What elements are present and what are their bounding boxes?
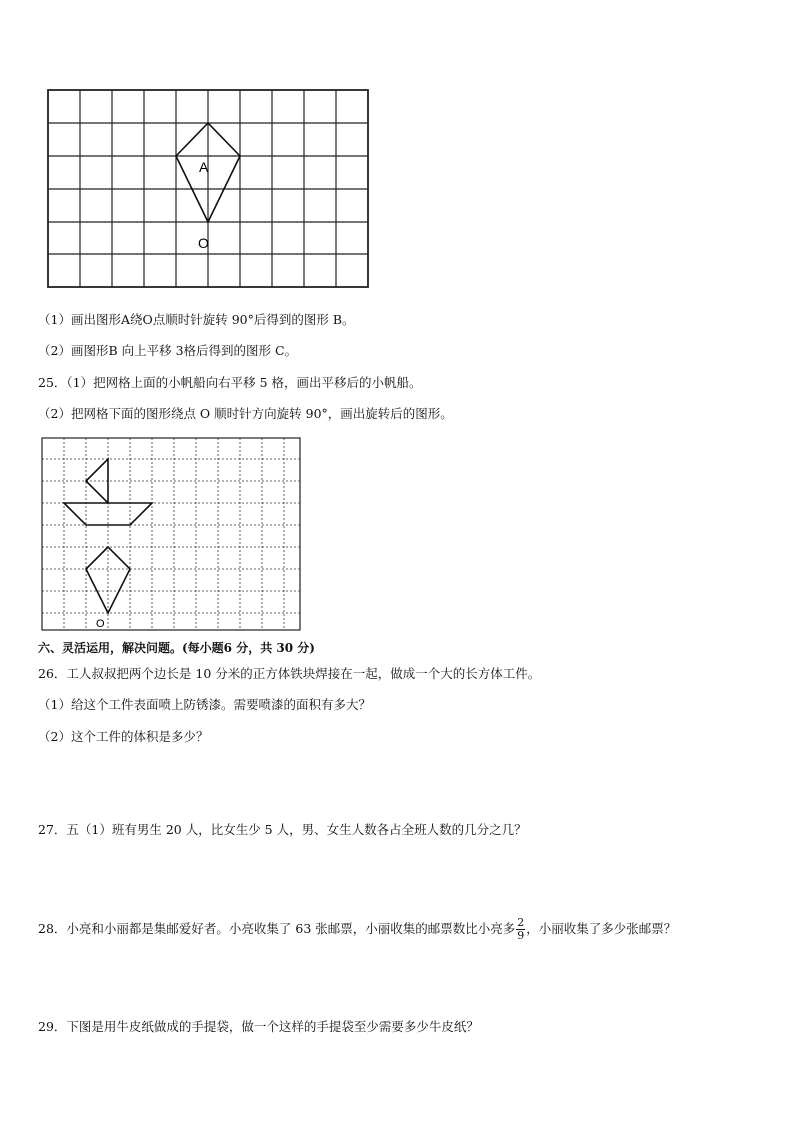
section6-heading: 六、灵活运用，解决问题。(每小题6 分，共 30 分) <box>38 641 315 655</box>
q28-text-before: 28．小亮和小丽都是集邮爱好者。小亮收集了 63 张邮票，小丽收集的邮票数比小亮多 <box>38 921 516 936</box>
translation-grid-figure <box>38 434 304 634</box>
q25-part1: 25．（1）把网格上面的小帆船向右平移 5 格，画出平移后的小帆船。 <box>38 375 422 390</box>
q26-part2: （2）这个工件的体积是多少？ <box>38 729 209 744</box>
label-a: A <box>199 159 209 175</box>
q28-fraction-numerator: 2 <box>517 916 525 929</box>
q27-text: 27．五（1）班有男生 20 人，比女生少 5 人，男、女生人数各占全班人数的几分之几？ <box>38 822 527 837</box>
rotation-grid-figure <box>44 82 374 292</box>
q28-fraction-denominator: 9 <box>517 929 525 942</box>
q28-line <box>38 914 676 944</box>
label-o-2: O <box>96 618 105 630</box>
q25-part2: （2）把网格下面的图形绕点 O 顺时针方向旋转 90°，画出旋转后的图形。 <box>38 406 453 421</box>
dashed-grid-lines <box>42 438 300 630</box>
q28-fraction <box>516 917 525 942</box>
q29-text: 29．下图是用牛皮纸做成的手提袋，做一个这样的手提袋至少需要多少牛皮纸？ <box>38 1019 479 1034</box>
q24-part2: （2）画图形B 向上平移 3格后得到的图形 C。 <box>38 343 298 358</box>
q26-part1: （1）给这个工件表面喷上防锈漆。需要喷漆的面积有多大？ <box>38 697 371 712</box>
q24-part1: （1）画出图形A绕O点顺时针旋转 90°后得到的图形 B。 <box>38 312 355 327</box>
q26-stem: 26．工人叔叔把两个边长是 10 分米的正方体铁块焊接在一起，做成一个大的长方体工件。 <box>38 666 541 681</box>
grid-lines <box>48 90 368 287</box>
q28-text-after: ，小丽收集了多少张邮票？ <box>526 921 677 936</box>
label-o: O <box>198 235 209 251</box>
